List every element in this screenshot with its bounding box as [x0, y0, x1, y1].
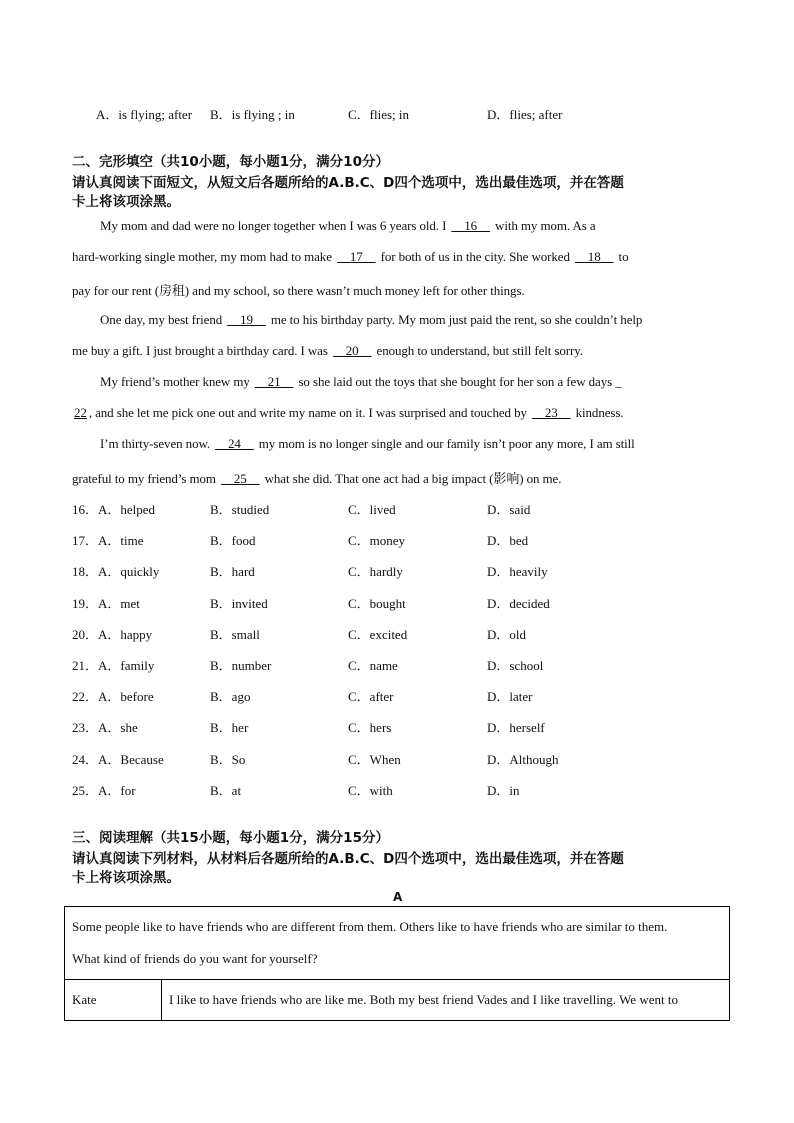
blank-16: __16__ [451, 218, 490, 233]
question-option-a[interactable] [72, 780, 136, 799]
question-option-b[interactable]: B．small [210, 626, 260, 642]
question-option-a[interactable] [72, 624, 152, 643]
question-option-a[interactable] [72, 530, 144, 549]
section-instruction: 卡上将该项涂黑。 [72, 194, 180, 210]
blank-17: __17__ [337, 249, 376, 264]
section-title: 三、阅读理解（共15小题，每小题1分，满分15分） [72, 830, 389, 846]
blank-25: __25__ [221, 471, 260, 486]
passage-line: My friend’s mother knew my __21__ so she laid out the toys that she bought for her son a few days _ [100, 374, 622, 389]
section-title: 二、完形填空（共10小题，每小题1分，满分10分） [72, 154, 389, 170]
option-d: D．flies; after [487, 107, 563, 122]
passage-line: One day, my best friend __19__ me to his birthday party. My mom just paid the rent, so she couldn’t help [100, 312, 643, 327]
question-option-b[interactable]: B．invited [210, 595, 268, 611]
question-option-c[interactable]: C．name [348, 658, 398, 673]
option-a-label: A．time [98, 533, 144, 549]
option-c: C．flies; in [348, 107, 410, 122]
option-a-label: A．family [98, 658, 155, 673]
section-instruction: 卡上将该项涂黑。 [72, 870, 180, 886]
option-a-label: A．happy [98, 626, 153, 642]
blank-20: __20__ [332, 343, 372, 358]
blank-22: 22 [74, 405, 87, 420]
question-option-d[interactable]: D．school [487, 658, 544, 673]
passage-line: My mom and dad were no longer together when I was 6 years old. I __16__ with my mom. As a [100, 218, 596, 233]
table-name-cell: Kate [65, 980, 162, 1021]
question-number: 20． [72, 626, 99, 642]
passage-line: me buy a gift. I just brought a birthday card. I was __20__ enough to understand, but still felt sorry. [72, 343, 583, 358]
reading-table [64, 906, 730, 1021]
blank-19: __19__ [227, 312, 266, 327]
question-option-b[interactable]: B．hard [210, 564, 255, 580]
question-option-b[interactable]: B．at [210, 782, 242, 798]
question-number: 18． [72, 564, 99, 580]
question-option-d[interactable]: D．Although [487, 751, 559, 767]
question-option-b[interactable]: B．food [210, 533, 256, 549]
question-option-b[interactable]: B．So [210, 751, 246, 767]
question-option-d[interactable]: D．bed [487, 533, 529, 549]
question-option-d[interactable]: D．said [487, 502, 531, 517]
table-row [65, 907, 730, 980]
table-intro-line: What kind of friends do you want for yourself? [72, 951, 318, 966]
question-option-a[interactable] [72, 499, 155, 518]
question-option-c[interactable]: C．money [348, 533, 406, 549]
option-a-label: A．helped [98, 502, 156, 517]
section-instruction: 请认真阅读下列材料，从材料后各题所给的A.B.C、D四个选项中，选出最佳选项，并在答题 [72, 851, 624, 867]
question-option-c[interactable]: C．with [348, 782, 393, 798]
question-number: 21． [72, 658, 99, 673]
option-a-label: A．quickly [98, 564, 160, 580]
question-option-a[interactable] [72, 655, 154, 674]
question-option-d[interactable]: D．heavily [487, 564, 548, 580]
blank-18: __18__ [575, 249, 614, 264]
question-number: 22． [72, 689, 99, 705]
question-number: 23． [72, 720, 99, 736]
question-option-b[interactable]: B．studied [210, 502, 270, 517]
question-option-c[interactable]: C．hardly [348, 564, 403, 580]
question-number: 17． [72, 533, 99, 549]
question-option-a[interactable] [72, 749, 164, 768]
question-number: 24． [72, 751, 99, 767]
blank-23: __23__ [532, 405, 571, 420]
passage-line: I’m thirty-seven now. __24__ my mom is no longer single and our family isn’t poor any more, I am still [100, 436, 635, 451]
section-instruction: 请认真阅读下面短文，从短文后各题所给的A.B.C、D四个选项中，选出最佳选项，并在答题 [72, 175, 624, 191]
question-option-b[interactable]: B．number [210, 658, 272, 673]
question-option-a[interactable] [72, 717, 138, 736]
table-text-cell: I like to have friends who are like me. Both my best friend Vades and I like travelling. We went to [162, 980, 730, 1021]
question-option-c[interactable]: C．bought [348, 595, 406, 611]
option-a-label: A．met [98, 595, 140, 611]
question-option-b[interactable]: B．her [210, 720, 249, 736]
table-row [65, 980, 730, 1021]
question-number: 16． [72, 502, 99, 517]
question-option-a[interactable] [72, 593, 140, 612]
passage-label: A [393, 890, 403, 904]
question-option-c[interactable]: C．excited [348, 626, 408, 642]
question-option-d[interactable]: D．old [487, 626, 527, 642]
option-a: A．is flying; after [96, 107, 193, 122]
question-option-a[interactable] [72, 561, 159, 580]
passage-line: 22 , and she let me pick one out and write my name on it. I was surprised and touched by __23__ kindness. [74, 405, 624, 420]
question-option-b[interactable]: B．ago [210, 689, 251, 705]
passage-line: grateful to my friend’s mom __25__ what she did. That one act had a big impact (影响) on me. [72, 471, 562, 486]
blank-21: __21__ [254, 374, 294, 389]
question-option-d[interactable]: D．in [487, 782, 520, 798]
question-option-c[interactable]: C．hers [348, 720, 392, 736]
option-b: B．is flying ; in [210, 107, 295, 122]
question-option-c[interactable]: C．lived [348, 502, 396, 517]
option-a-label: A．before [98, 689, 154, 705]
passage-line: hard-working single mother, my mom had to make __17__ for both of us in the city. She worked __18__ to [72, 249, 629, 264]
option-a-label: A．for [98, 782, 136, 798]
question-option-d[interactable]: D．decided [487, 595, 550, 611]
question-option-d[interactable]: D．herself [487, 720, 545, 736]
table-intro-line: Some people like to have friends who are different from them. Others like to have friends who are similar to them. [72, 919, 668, 934]
question-number: 19． [72, 595, 99, 611]
question-option-c[interactable]: C．When [348, 751, 401, 767]
passage-line: pay for our rent (房租) and my school, so there wasn’t much money left for other things. [72, 283, 525, 298]
table-intro-cell [65, 907, 730, 980]
question-option-a[interactable] [72, 686, 154, 705]
question-option-c[interactable]: C．after [348, 689, 394, 705]
blank-24: __24__ [215, 436, 254, 451]
option-a-label: A．she [98, 720, 138, 736]
option-a-label: A．Because [98, 751, 164, 767]
question-number: 25． [72, 782, 99, 798]
question-option-d[interactable]: D．later [487, 689, 533, 705]
